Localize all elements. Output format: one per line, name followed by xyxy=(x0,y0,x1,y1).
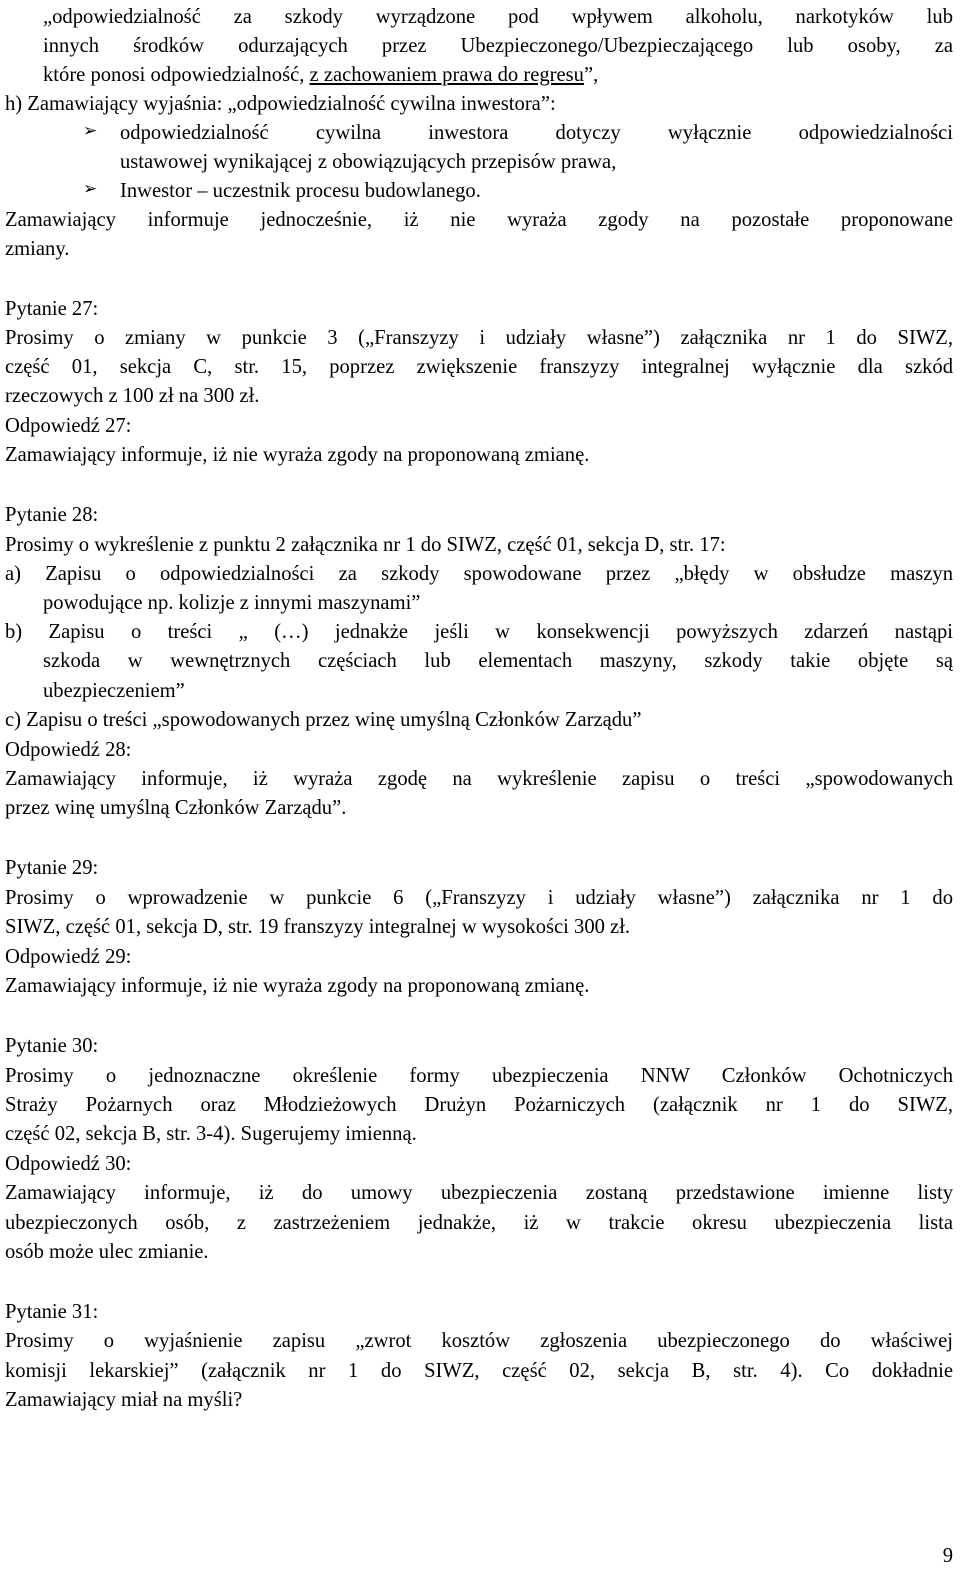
text-line: ustawowej wynikającej z obowiązujących przepisów prawa, xyxy=(120,151,617,173)
text-line: osób może ulec zmianie. xyxy=(5,1241,209,1263)
text-line: Prosimy o jednoznaczne określenie formy ubezpieczenia NNW Członków Ochotniczych xyxy=(5,1065,953,1087)
text-line: Prosimy o wykreślenie z punktu 2 załącznika nr 1 do SIWZ, część 01, sekcja D, str. 17: xyxy=(5,534,726,556)
text-line: komisji lekarskiej” (załącznik nr 1 do SIWZ, część 02, sekcja B, str. 4). Co dokładnie xyxy=(5,1360,953,1382)
text-line: część 01, sekcja C, str. 15, poprzez zwiększenie franszyzy integralnej wyłącznie dla szkód xyxy=(5,356,953,378)
text-line: odpowiedzialność cywilna inwestora dotyczy wyłącznie odpowiedzialności xyxy=(120,122,953,144)
text-line: powodujące np. kolizje z innymi maszynami” xyxy=(43,592,421,614)
text-line: Prosimy o wyjaśnienie zapisu „zwrot kosztów zgłoszenia ubezpieczonego do właściwej xyxy=(5,1330,953,1352)
text-line: a) Zapisu o odpowiedzialności za szkody spowodowane przez „błędy w obsłudze maszyn xyxy=(5,563,953,585)
text-line: Pytanie 28: xyxy=(5,504,99,526)
text-line: Odpowiedź 27: xyxy=(5,415,132,437)
text-line: Pytanie 31: xyxy=(5,1301,99,1323)
text-line: Odpowiedź 28: xyxy=(5,739,132,761)
text-line: część 02, sekcja B, str. 3-4). Sugerujemy imienną. xyxy=(5,1123,417,1145)
text-line: Zamawiający informuje, iż do umowy ubezpieczenia zostaną przedstawione imienne listy xyxy=(5,1182,953,1204)
text-line: c) Zapisu o treści „spowodowanych przez winę umyślną Członków Zarządu” xyxy=(5,709,642,731)
text-line: Straży Pożarnych oraz Młodzieżowych Drużyn Pożarniczych (załącznik nr 1 do SIWZ, xyxy=(5,1094,953,1116)
text-line: Zamawiający informuje, iż nie wyraża zgody na proponowaną zmianę. xyxy=(5,975,590,997)
text-line: Zamawiający informuje jednocześnie, iż nie wyraża zgody na pozostałe proponowane xyxy=(5,209,953,231)
text-line: Odpowiedź 29: xyxy=(5,946,132,968)
text-line: Zamawiający informuje, iż nie wyraża zgody na proponowaną zmianę. xyxy=(5,444,590,466)
page-number: 9 xyxy=(942,1545,953,1567)
text-line: Prosimy o zmiany w punkcie 3 („Franszyzy i udziały własne”) załącznika nr 1 do SIWZ, xyxy=(5,327,953,349)
bullet-icon: ➢ xyxy=(83,121,98,141)
text-line: Pytanie 30: xyxy=(5,1035,99,1057)
text-line: innych środków odurzających przez Ubezpieczonego/Ubezpieczającego lub osoby, za xyxy=(43,35,953,57)
text-line: Prosimy o wprowadzenie w punkcie 6 („Franszyzy i udziały własne”) załącznika nr 1 do xyxy=(5,887,953,909)
text-line: szkoda w wewnętrznych częściach lub elementach maszyny, szkody takie objęte są xyxy=(43,650,953,672)
text-line: Odpowiedź 30: xyxy=(5,1153,132,1175)
underlined-text: z zachowaniem prawa do regresu xyxy=(309,64,584,86)
text-line: ubezpieczonych osób, z zastrzeżeniem jednakże, iż w trakcie okresu ubezpieczenia lista xyxy=(5,1212,953,1234)
text-line: przez winę umyślną Członków Zarządu”. xyxy=(5,797,347,819)
text-line: rzeczowych z 100 zł na 300 zł. xyxy=(5,385,260,407)
bullet-icon: ➢ xyxy=(83,179,98,199)
text-line: ubezpieczeniem” xyxy=(43,680,185,702)
text-line: Inwestor – uczestnik procesu budowlanego. xyxy=(120,180,481,202)
text-line: b) Zapisu o treści „ (…) jednakże jeśli w konsekwencji powyższych zdarzeń nastąpi xyxy=(5,621,953,643)
text-line: „odpowiedzialność za szkody wyrządzone pod wpływem alkoholu, narkotyków lub xyxy=(43,6,953,28)
text-line: Pytanie 29: xyxy=(5,857,99,879)
text-line: Zamawiający informuje, iż wyraża zgodę na wykreślenie zapisu o treści „spowodowanych xyxy=(5,768,953,790)
text-line: h) Zamawiający wyjaśnia: „odpowiedzialność cywilna inwestora”: xyxy=(5,93,556,115)
text-line: zmiany. xyxy=(5,238,70,260)
text-line: które ponosi odpowiedzialność, z zachowaniem prawa do regresu”, xyxy=(43,64,599,86)
text-line: Pytanie 27: xyxy=(5,298,99,320)
text-line: Zamawiający miał na myśli? xyxy=(5,1389,243,1411)
text-line: SIWZ, część 01, sekcja D, str. 19 franszyzy integralnej w wysokości 300 zł. xyxy=(5,916,631,938)
